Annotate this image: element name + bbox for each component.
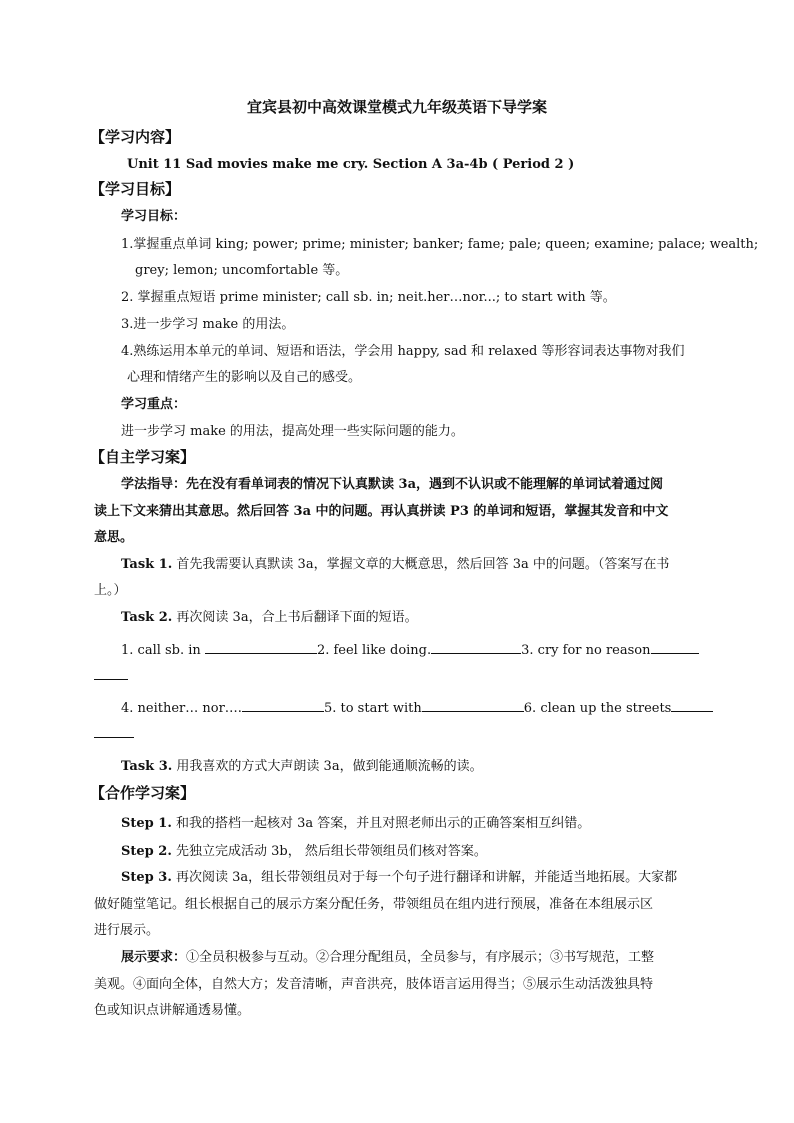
step-3-text: 再次阅读 3a，组长带领组员对于每一个句子进行翻译和讲解，并能适当地拓展。大家都 bbox=[171, 870, 678, 885]
task-1-line-1 bbox=[121, 556, 669, 574]
answer-blank-3[interactable] bbox=[651, 641, 699, 654]
method-line-3: 意思。 bbox=[94, 530, 134, 545]
task-2-label: Task 2. bbox=[121, 610, 173, 625]
focus-subheading: 学习重点： bbox=[121, 397, 187, 412]
cooperation-heading: 【合作学习案】 bbox=[90, 784, 196, 802]
answer-blank-2[interactable] bbox=[431, 641, 521, 654]
method-line-2: 读上下文来猜出其意思。然后回答 3a 中的问题。再认真拼读 P3 的单词和短语，掌握其发音和中文 bbox=[94, 504, 669, 519]
phrase-row-2 bbox=[121, 699, 698, 718]
task-1-line-2: 上。） bbox=[94, 583, 127, 598]
show-requirements-line-1 bbox=[121, 949, 654, 967]
goal-1-line-2: grey; lemon; uncomfortable 等。 bbox=[135, 263, 349, 278]
goals-subheading: 学习目标： bbox=[121, 209, 187, 224]
show-requirements-label: 展示要求： bbox=[121, 950, 187, 965]
task-3-text: 用我喜欢的方式大声朗读 3a，做到能通顺流畅的读。 bbox=[172, 759, 483, 774]
step-2-text: 先独立完成活动 3b， 然后组长带领组员们核对答案。 bbox=[171, 844, 487, 859]
focus-text: 进一步学习 make 的用法，提高处理一些实际问题的能力。 bbox=[121, 424, 464, 439]
phrase-row-2-continuation bbox=[94, 725, 134, 744]
page-title: 宜宾县初中高效课堂模式九年级英语下导学案 bbox=[246, 98, 547, 116]
answer-blank-3-cont[interactable] bbox=[94, 667, 128, 680]
goals-heading: 【学习目标】 bbox=[90, 180, 181, 198]
goal-3: 3.进一步学习 make 的用法。 bbox=[121, 317, 295, 332]
task-2-text: 再次阅读 3a，合上书后翻译下面的短语。 bbox=[172, 610, 418, 625]
step-2-label: Step 2. bbox=[121, 844, 172, 859]
task-3-label: Task 3. bbox=[121, 759, 173, 774]
content-heading: 【学习内容】 bbox=[90, 128, 181, 146]
phrase-5: 5. to start with bbox=[323, 701, 422, 716]
method-line-1: 学法指导：先在没有看单词表的情况下认真默读 3a，遇到不认识或不能理解的单词试着通过阅 bbox=[121, 477, 663, 492]
phrase-3: 3. cry for no reason bbox=[521, 643, 651, 658]
phrase-4: 4. neither… nor…. bbox=[121, 701, 242, 716]
show-requirements-text: ①全员积极参与互动。②合理分配组员，全员参与，有序展示；③书写规范，工整 bbox=[186, 950, 655, 965]
answer-blank-6-cont[interactable] bbox=[94, 725, 134, 738]
step-3-line-3: 进行展示。 bbox=[94, 923, 160, 938]
show-requirements-line-2: 美观。④面向全体，自然大方；发音清晰，声音洪亮，肢体语言运用得当；⑤展示生动活泼独具特 bbox=[94, 977, 654, 992]
phrase-row-1-continuation bbox=[94, 667, 128, 686]
goal-4-line-1: 4.熟练运用本单元的单词、短语和语法，学会用 happy, sad 和 relaxed 等形容词表达事物对我们 bbox=[121, 344, 685, 359]
step-3-line-2: 做好随堂笔记。组长根据自己的展示方案分配任务，带领组员在组内进行预展，准备在本组展示区 bbox=[94, 897, 654, 912]
step-1-text: 和我的搭档一起核对 3a 答案，并且对照老师出示的正确答案相互纠错。 bbox=[171, 816, 591, 831]
answer-blank-5[interactable] bbox=[422, 699, 524, 712]
task-3 bbox=[121, 758, 483, 776]
task-2 bbox=[121, 609, 418, 627]
self-study-heading: 【自主学习案】 bbox=[90, 448, 196, 466]
phrase-row-1 bbox=[121, 641, 698, 660]
answer-blank-6[interactable] bbox=[671, 699, 713, 712]
goal-4-line-2: 心理和情绪产生的影响以及自己的感受。 bbox=[127, 370, 362, 385]
step-2 bbox=[121, 843, 487, 861]
phrase-1: 1. call sb. in bbox=[121, 643, 201, 658]
phrase-6: 6. clean up the streets bbox=[523, 701, 672, 716]
answer-blank-1[interactable] bbox=[205, 641, 317, 654]
step-3-line-1 bbox=[121, 869, 677, 887]
task-1-label: Task 1. bbox=[121, 557, 173, 572]
step-1-label: Step 1. bbox=[121, 816, 172, 831]
goal-2: 2. 掌握重点短语 prime minister; call sb. in; neit.her…nor...; to start with 等。 bbox=[121, 290, 616, 305]
answer-blank-4[interactable] bbox=[242, 699, 324, 712]
goal-1-line-1: 1.掌握重点单词 king; power; prime; minister; banker; fame; pale; queen; examine; palace; wealth; bbox=[121, 237, 759, 252]
task-1-text: 首先我需要认真默读 3a，掌握文章的大概意思，然后回答 3a 中的问题。（答案写在书 bbox=[172, 557, 670, 572]
phrase-2: 2. feel like doing. bbox=[316, 643, 432, 658]
show-requirements-line-3: 色或知识点讲解通透易懂。 bbox=[94, 1003, 251, 1018]
step-1 bbox=[121, 815, 590, 833]
step-3-label: Step 3. bbox=[121, 870, 172, 885]
unit-line: Unit 11 Sad movies make me cry. Section A 3a-4b ( Period 2 ) bbox=[127, 157, 575, 172]
